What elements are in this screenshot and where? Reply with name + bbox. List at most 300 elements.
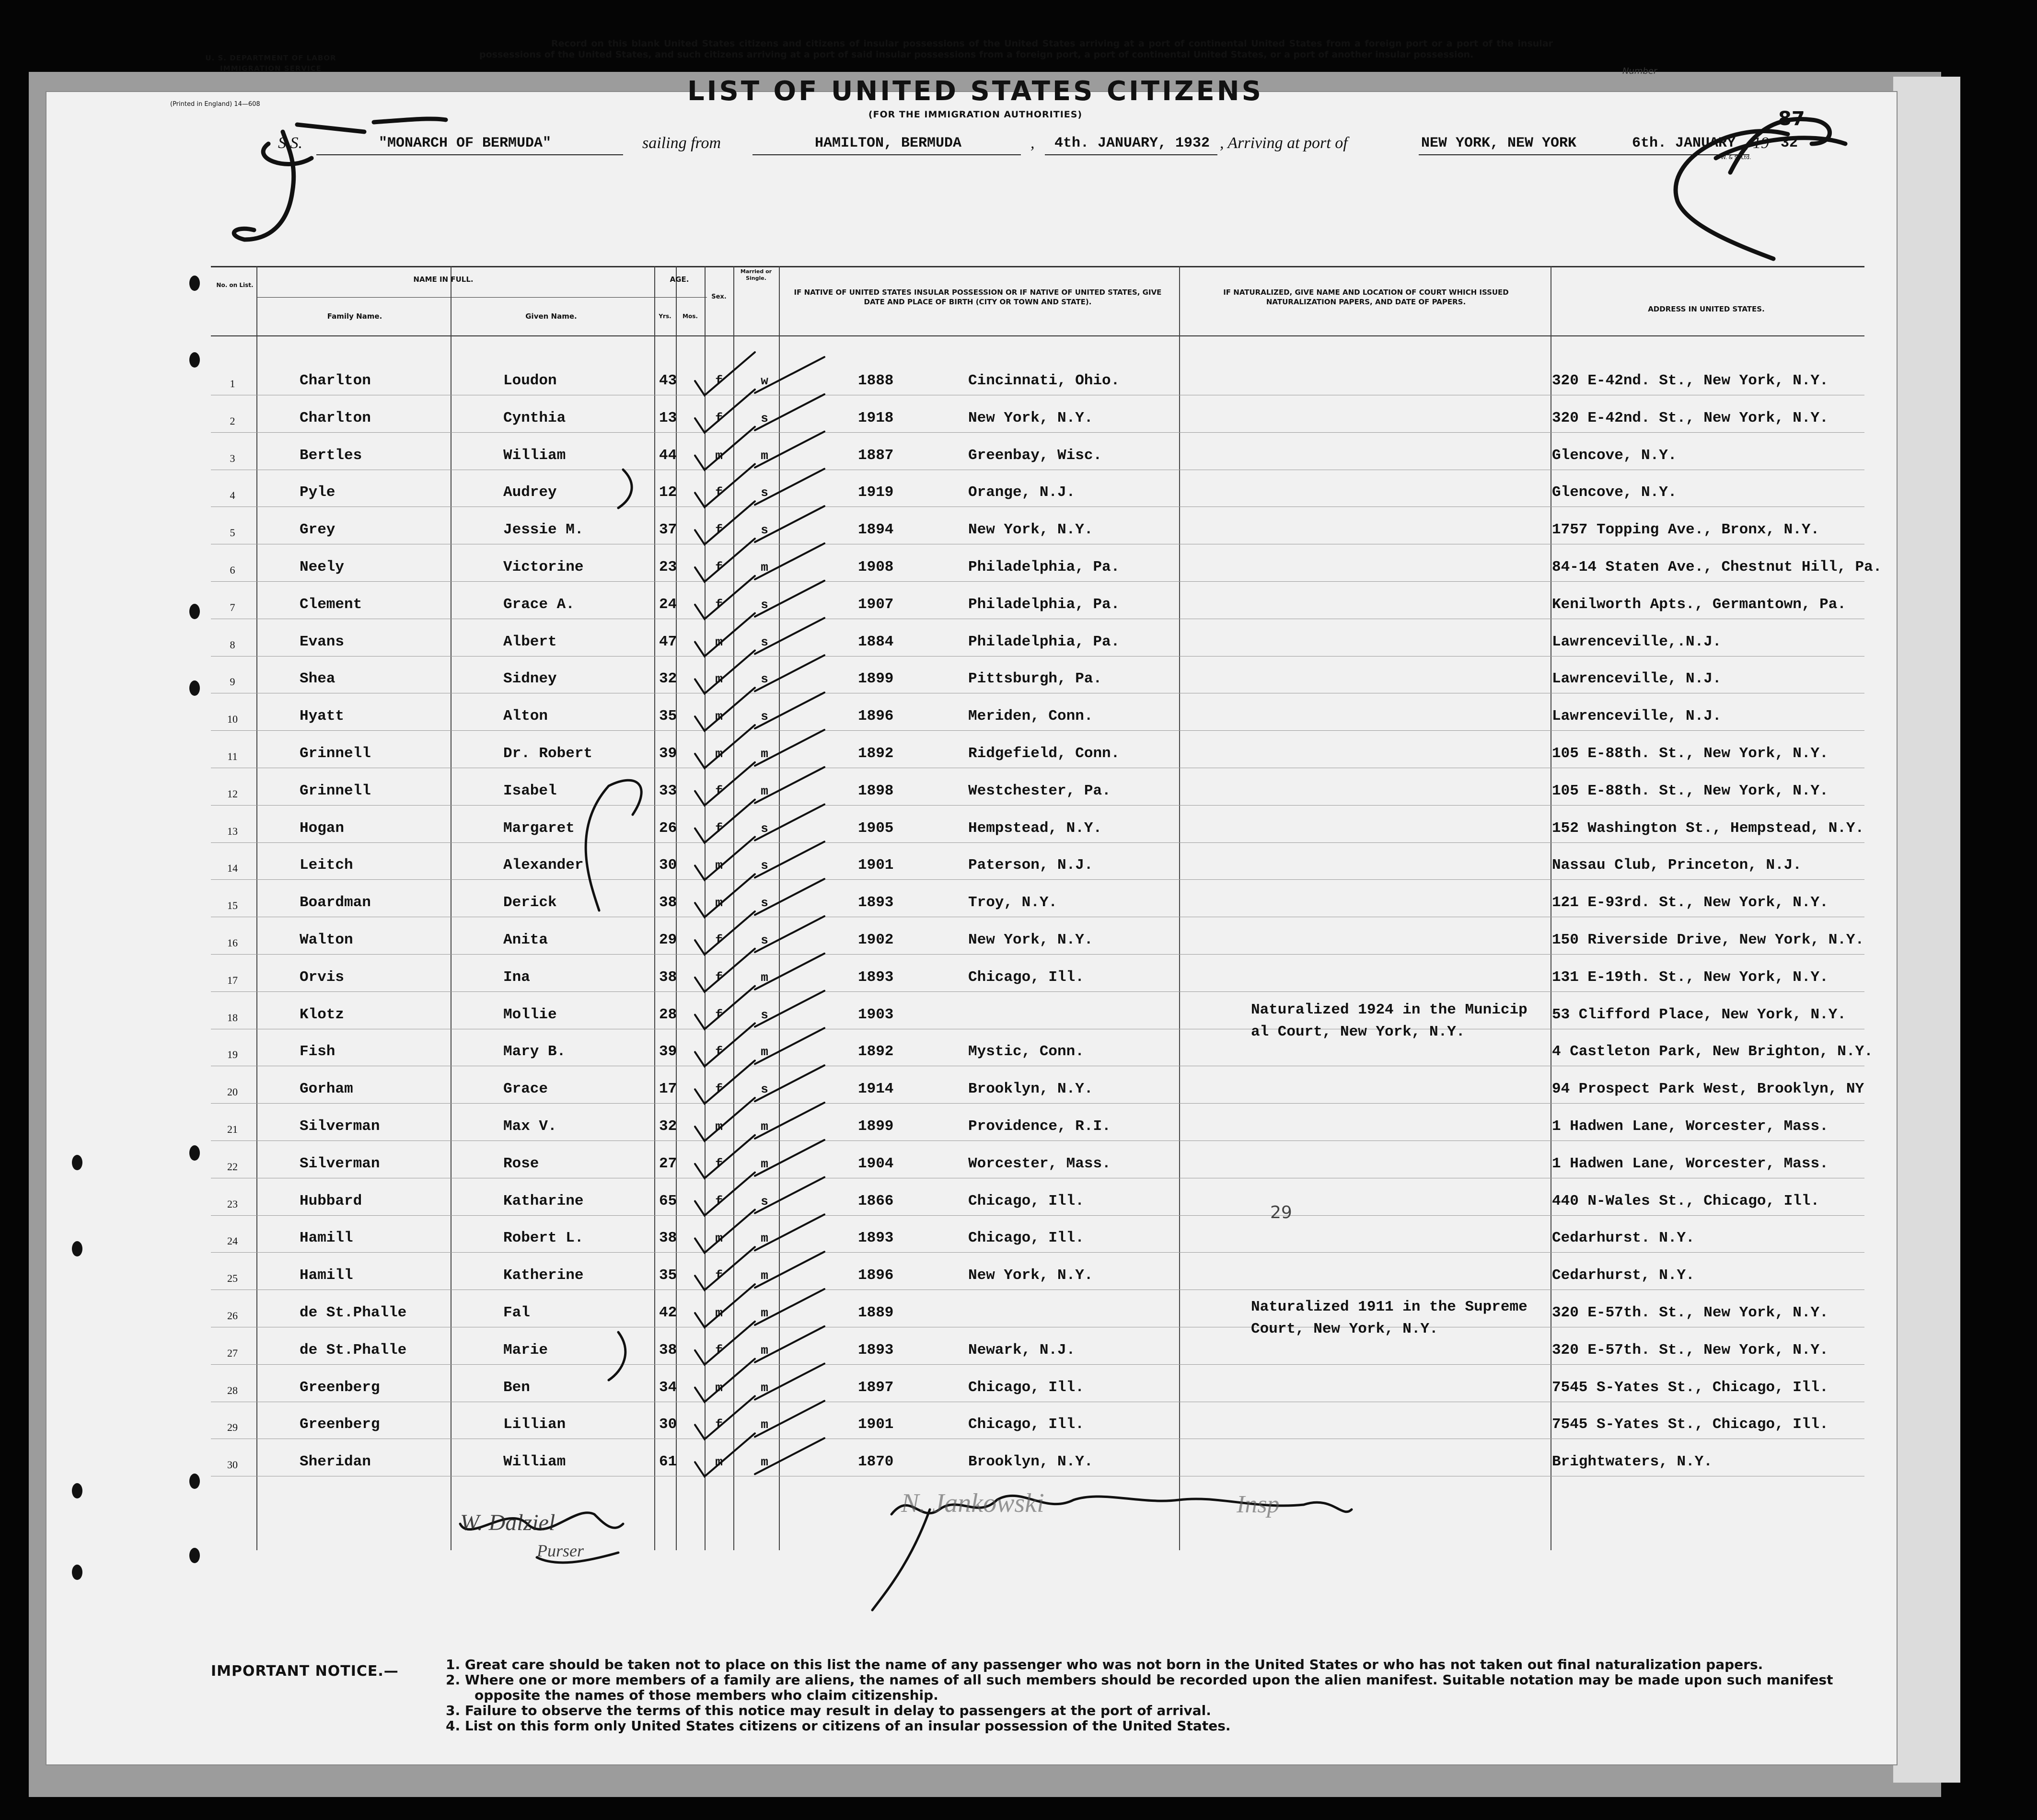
tick-slash	[755, 506, 824, 542]
bracket-mark	[618, 470, 632, 508]
given-name: Isabel	[503, 782, 557, 799]
punch-hole	[189, 1548, 200, 1563]
row-number: 4	[230, 489, 235, 502]
family-name: Gorham	[300, 1081, 353, 1098]
age-years: 32	[659, 670, 677, 688]
sex: f	[715, 1156, 723, 1171]
age-years: 38	[659, 894, 677, 911]
tick-slash	[755, 618, 824, 654]
age-years: 29	[659, 932, 677, 948]
inspector-title-text: Insp	[1237, 1491, 1280, 1518]
tick-slash	[755, 1214, 824, 1250]
us-address: 53 Clifford Place, New York, N.Y.	[1552, 1006, 1846, 1023]
tick-slash	[755, 1103, 824, 1139]
given-name: Jessie M.	[503, 521, 584, 539]
us-address: 105 E-88th. St., New York, N.Y.	[1552, 745, 1829, 762]
row-number: 11	[227, 750, 238, 762]
family-name: Charlton	[300, 372, 371, 389]
birth-year: 1884	[858, 633, 894, 650]
birth-year: 1914	[858, 1081, 894, 1098]
marital-status: m	[761, 1417, 768, 1432]
us-address: 320 E-42nd. St., New York, N.Y.	[1552, 409, 1829, 426]
marital-status: s	[761, 634, 768, 649]
col-mos-header: Mos.	[683, 313, 698, 320]
family-name: Shea	[300, 670, 336, 688]
marital-status: m	[761, 1156, 768, 1171]
given-name: Marie	[503, 1341, 548, 1359]
age-years: 24	[659, 596, 677, 613]
birth-place: Chicago, Ill.	[968, 1192, 1084, 1209]
given-name: Dr. Robert	[503, 745, 593, 762]
birth-place: Paterson, N.J.	[968, 857, 1093, 874]
sex: m	[715, 1231, 723, 1246]
col-age-header: AGE.	[670, 275, 689, 284]
marital-status: m	[761, 970, 768, 985]
birth-place: New York, N.Y.	[968, 521, 1093, 539]
sex: m	[715, 1455, 723, 1470]
family-name: Hogan	[300, 819, 345, 837]
row-number: 23	[227, 1198, 238, 1210]
age-years: 37	[659, 521, 677, 539]
birth-year: 1901	[858, 857, 894, 874]
sex: f	[715, 1194, 723, 1209]
marital-status: s	[761, 896, 768, 910]
number-label: Number	[1622, 66, 1657, 76]
birth-place: Brooklyn, N.Y.	[968, 1081, 1093, 1098]
punch-hole	[189, 680, 200, 696]
age-years: 35	[659, 708, 677, 725]
col-given-header: Given Name.	[525, 312, 577, 321]
sex: m	[715, 1119, 723, 1134]
age-years: 61	[659, 1453, 677, 1471]
family-name: Leitch	[300, 857, 353, 874]
row-number: 19	[227, 1048, 238, 1061]
family-name: Greenberg	[300, 1379, 380, 1396]
col-family-header: Family Name.	[327, 312, 382, 321]
bracket-mark	[586, 780, 641, 910]
birth-place: Orange, N.J.	[968, 484, 1076, 501]
age-years: 35	[659, 1267, 677, 1284]
notice-item: 4. List on this form only United States citizens or citizens of an insular possession of the United States.	[446, 1718, 1231, 1734]
naturalization-note-line: Naturalized 1924 in the Municip	[1251, 1002, 1528, 1018]
given-name: Mollie	[503, 1006, 557, 1023]
marital-status: m	[761, 1119, 768, 1134]
birth-year: 1908	[858, 559, 894, 576]
family-name: Klotz	[300, 1006, 345, 1023]
birth-year: 1897	[858, 1379, 894, 1396]
marital-status: m	[761, 1045, 768, 1060]
given-name: William	[503, 1453, 566, 1471]
age-years: 26	[659, 819, 677, 837]
age-years: 17	[659, 1081, 677, 1098]
given-name: Max V.	[503, 1118, 557, 1135]
age-years: 34	[659, 1379, 677, 1396]
row-number: 30	[227, 1459, 238, 1471]
family-name: Silverman	[300, 1155, 380, 1172]
sex: f	[715, 374, 723, 388]
us-address: 131 E-19th. St., New York, N.Y.	[1552, 968, 1829, 986]
birth-place: Ridgefield, Conn.	[968, 745, 1120, 762]
age-years: 13	[659, 409, 677, 426]
tick-slash	[755, 1140, 824, 1176]
bracket-mark	[609, 1332, 625, 1380]
birth-year: 1899	[858, 1118, 894, 1135]
family-name: Silverman	[300, 1118, 380, 1135]
tick-slash	[755, 394, 824, 430]
birth-place: Hempstead, N.Y.	[968, 819, 1102, 837]
row-number: 24	[227, 1235, 238, 1247]
given-name: Audrey	[503, 484, 557, 501]
family-name: Orvis	[300, 968, 345, 986]
sex: f	[715, 1268, 723, 1283]
given-name: Robert L.	[503, 1230, 584, 1247]
marital-status: s	[761, 485, 768, 500]
us-address: Lawrenceville, N.J.	[1552, 670, 1722, 688]
sex: m	[715, 747, 723, 761]
birth-place: Worcester, Mass.	[968, 1155, 1111, 1172]
given-name: Fal	[503, 1304, 530, 1321]
sex: f	[715, 933, 723, 947]
col-married-header: Married or Single.	[740, 268, 772, 281]
us-address: 320 E-57th. St., New York, N.Y.	[1552, 1304, 1829, 1321]
sex: f	[715, 1045, 723, 1060]
birth-place: Pittsburgh, Pa.	[968, 670, 1102, 688]
row-number: 6	[230, 564, 235, 576]
birth-year: 1918	[858, 409, 894, 426]
list-number-tail	[1716, 138, 1845, 158]
tick-slash	[755, 1028, 824, 1064]
tick-slash	[755, 692, 824, 728]
birth-place: Chicago, Ill.	[968, 1416, 1084, 1433]
age-years: 27	[659, 1155, 677, 1172]
given-name: Mary B.	[503, 1043, 566, 1060]
birth-place: Meriden, Conn.	[968, 708, 1093, 725]
given-name: Katharine	[503, 1192, 584, 1209]
department-name: U. S. DEPARTMENT OF LABOR	[205, 54, 336, 62]
sex: m	[715, 634, 723, 649]
age-years: 42	[659, 1304, 677, 1321]
birth-place: Greenbay, Wisc.	[968, 447, 1102, 464]
sex: f	[715, 1082, 723, 1097]
row-number: 14	[227, 862, 238, 875]
birth-place: New York, N.Y.	[968, 409, 1093, 426]
marital-status: m	[761, 1306, 768, 1320]
age-years: 38	[659, 1341, 677, 1359]
us-address: 320 E-57th. St., New York, N.Y.	[1552, 1341, 1829, 1359]
tick-slash	[755, 357, 824, 393]
row-number: 25	[227, 1272, 238, 1285]
row-number: 2	[230, 415, 235, 427]
age-years: 32	[659, 1118, 677, 1135]
birth-year: 1903	[858, 1006, 894, 1023]
family-name: Hubbard	[300, 1192, 362, 1209]
birth-year: 1902	[858, 932, 894, 948]
birth-year: 1892	[858, 745, 894, 762]
given-name: Grace A.	[503, 596, 575, 613]
purser-title-text: Purser	[537, 1541, 584, 1560]
tick-slash	[755, 805, 824, 841]
family-name: Neely	[300, 559, 345, 576]
birth-year: 1898	[858, 782, 894, 799]
marital-status: m	[761, 1380, 768, 1395]
family-name: Boardman	[300, 894, 371, 911]
tick-slash	[755, 432, 824, 468]
row-number: 29	[227, 1421, 238, 1434]
punch-hole	[72, 1241, 82, 1256]
birth-place: Chicago, Ill.	[968, 1230, 1084, 1247]
birth-year: 1893	[858, 1341, 894, 1359]
age-years: 39	[659, 1043, 677, 1060]
col-naturalized-header: IF NATURALIZED, GIVE NAME AND LOCATION OF COURT WHICH ISSUED NATURALIZATION PAPERS, AND DATE OF PAPERS.	[1223, 288, 1509, 306]
family-name: Hyatt	[300, 708, 345, 725]
row-number: 18	[227, 1011, 238, 1024]
age-years: 47	[659, 633, 677, 650]
us-address: 1 Hadwen Lane, Worcester, Mass.	[1552, 1118, 1829, 1135]
us-address: 84-14 Staten Ave., Chestnut Hill, Pa.	[1552, 559, 1882, 576]
sex: m	[715, 709, 723, 724]
birth-year: 1907	[858, 596, 894, 613]
birth-year: 1870	[858, 1453, 894, 1471]
birth-year: 1905	[858, 819, 894, 837]
age-years: 38	[659, 1230, 677, 1247]
given-name: Victorine	[503, 559, 584, 576]
punch-hole	[189, 276, 200, 291]
age-years: 38	[659, 968, 677, 986]
row-number: 12	[227, 787, 238, 800]
age-years: 65	[659, 1192, 677, 1209]
tick-slash	[755, 730, 824, 766]
marital-status: s	[761, 821, 768, 836]
tick-slash	[755, 841, 824, 877]
birth-year: 1896	[858, 708, 894, 725]
list-number-5-left	[234, 125, 364, 240]
arrival-year: 32	[1781, 135, 1798, 151]
family-name: Walton	[300, 932, 353, 948]
notice-item: 3. Failure to observe the terms of this notice may result in delay to passengers at the port of arrival.	[446, 1703, 1211, 1718]
marital-status: s	[761, 411, 768, 426]
arrival-date: 6th. JANUARY	[1632, 135, 1736, 151]
us-address: Nassau Club, Princeton, N.J.	[1552, 857, 1802, 874]
purser-signature-text: W. Dalziel	[460, 1510, 556, 1535]
age-years: 39	[659, 745, 677, 762]
given-name: Ina	[503, 968, 530, 986]
us-address: Glencove, N.Y.	[1552, 447, 1677, 464]
row-number: 27	[227, 1347, 238, 1359]
col-birth-header: IF NATIVE OF UNITED STATES INSULAR POSSESSION OR IF NATIVE OF UNITED STATES, GIVE DATE AND PLACE OF BIRTH (CITY OR TOWN AND STATE).	[794, 288, 1162, 306]
birth-year: 1892	[858, 1043, 894, 1060]
marital-status: s	[761, 1007, 768, 1022]
family-name: Sheridan	[300, 1453, 371, 1471]
tick-slash	[755, 469, 824, 505]
marital-status: m	[761, 747, 768, 761]
col-yrs-header: Yrs.	[659, 313, 671, 320]
sex: f	[715, 970, 723, 985]
birth-place: Brooklyn, N.Y.	[968, 1453, 1093, 1471]
col-no-header: No. on List.	[216, 282, 254, 288]
sex: f	[715, 1417, 723, 1432]
age-years: 44	[659, 447, 677, 464]
record-instructions: Record on this blank United States citizens and citizens of insular possessions of the United States arriving at a port of continental United States from a foreign port or a port of the insular possessions of the United States, and such citizens arriving at a port of said insular possessions from a foreign port, a port of continental United States, or a port of another insular possession.	[479, 38, 1553, 60]
tick-slash	[755, 1401, 824, 1437]
birth-year: 1889	[858, 1304, 894, 1321]
naturalization-note-line: al Court, New York, N.Y.	[1251, 1024, 1465, 1040]
arriving-label: , Arriving at port of	[1220, 134, 1348, 152]
sex: f	[715, 821, 723, 836]
family-name: Bertles	[300, 447, 362, 464]
us-address: 152 Washington St., Hempstead, N.Y.	[1552, 819, 1864, 837]
birth-year: 1919	[858, 484, 894, 501]
birth-place: Chicago, Ill.	[968, 968, 1084, 986]
col-address-header: ADDRESS IN UNITED STATES.	[1648, 305, 1765, 313]
sex: m	[715, 1380, 723, 1395]
list-number-stroke	[374, 119, 446, 122]
punch-hole	[189, 1474, 200, 1489]
family-name: de St.Phalle	[300, 1341, 407, 1359]
birth-place: New York, N.Y.	[968, 932, 1093, 948]
sex: f	[715, 485, 723, 500]
sex: m	[715, 896, 723, 910]
us-address: Kenilworth Apts., Germantown, Pa.	[1552, 596, 1846, 613]
row-number: 26	[227, 1310, 238, 1322]
tick-slash	[755, 1252, 824, 1288]
given-name: Katherine	[503, 1267, 584, 1284]
row-number: 28	[227, 1384, 238, 1396]
us-address: 150 Riverside Drive, New York, N.Y.	[1552, 932, 1864, 948]
row-number: 21	[227, 1123, 238, 1135]
birth-place: Cincinnati, Ohio.	[968, 372, 1120, 389]
row-number: 17	[227, 974, 238, 986]
sex: f	[715, 1343, 723, 1358]
given-name: William	[503, 447, 566, 464]
tick-slash	[755, 879, 824, 915]
col-name-header: NAME IN FULL.	[413, 275, 474, 284]
age-years: 30	[659, 857, 677, 874]
tick-slash	[755, 991, 824, 1027]
us-address: 1 Hadwen Lane, Worcester, Mass.	[1552, 1155, 1829, 1172]
marital-status: m	[761, 1455, 768, 1470]
birth-place: Westchester, Pa.	[968, 782, 1111, 799]
family-name: Greenberg	[300, 1416, 380, 1433]
sex: m	[715, 448, 723, 463]
marital-status: s	[761, 1082, 768, 1097]
family-name: Evans	[300, 633, 345, 650]
marital-status: s	[761, 672, 768, 687]
naturalization-note-line: Court, New York, N.Y.	[1251, 1321, 1438, 1337]
marital-status: m	[761, 560, 768, 575]
sex: f	[715, 523, 723, 538]
row-number: 3	[230, 452, 235, 464]
row-number: 5	[230, 527, 235, 539]
given-name: Albert	[503, 633, 557, 650]
tick-slash	[755, 1438, 824, 1474]
birth-place: Providence, R.I.	[968, 1118, 1111, 1135]
tick-slash	[755, 1177, 824, 1213]
marital-status: s	[761, 597, 768, 612]
family-name: Clement	[300, 596, 362, 613]
sex: m	[715, 1306, 723, 1320]
marital-status: s	[761, 1194, 768, 1209]
sex: f	[715, 597, 723, 612]
marital-status: s	[761, 858, 768, 873]
row-number: 9	[230, 676, 235, 688]
tick-slash	[755, 655, 824, 691]
age-years: 23	[659, 559, 677, 576]
printed-note: (Printed in England) 14—608	[170, 101, 260, 108]
us-address: Brightwaters, N.Y.	[1552, 1453, 1713, 1471]
punch-hole	[189, 352, 200, 368]
marital-status: m	[761, 1231, 768, 1246]
row-number: 10	[227, 713, 238, 726]
arrival-year-prefix: , 19	[1745, 134, 1769, 152]
departure-comma: ,	[1030, 134, 1035, 152]
row-number: 22	[227, 1160, 238, 1173]
notice-item: 1. Great care should be taken not to place on this list the name of any passenger who was not born in the United States or who has not taken out final naturalization papers.	[446, 1657, 1763, 1672]
marital-status: m	[761, 448, 768, 463]
punch-hole	[72, 1565, 82, 1580]
sailing-from-label: sailing from	[642, 134, 721, 152]
check-marks	[695, 352, 824, 1476]
row-number: 7	[230, 601, 235, 613]
given-name: Ben	[503, 1379, 530, 1396]
birth-year: 1887	[858, 447, 894, 464]
us-address: Lawrenceville,.N.J.	[1552, 633, 1722, 650]
us-address: 320 E-42nd. St., New York, N.Y.	[1552, 372, 1829, 389]
us-address: Lawrenceville, N.J.	[1552, 708, 1722, 725]
family-name: Hamill	[300, 1230, 353, 1247]
col-sex-header: Sex.	[711, 293, 727, 300]
us-address: 94 Prospect Park West, Brooklyn, NY	[1552, 1081, 1864, 1098]
given-name: Lillian	[503, 1416, 566, 1433]
us-address: 121 E-93rd. St., New York, N.Y.	[1552, 894, 1829, 911]
given-name: Rose	[503, 1155, 539, 1172]
us-address: Glencove, N.Y.	[1552, 484, 1677, 501]
departure-date: 4th. JANUARY, 1932	[1054, 135, 1210, 151]
age-years: 28	[659, 1006, 677, 1023]
punch-hole	[189, 1145, 200, 1161]
punch-hole	[72, 1155, 82, 1170]
printer-mark: W. & S. Ltd.	[1721, 154, 1751, 161]
row-number: 1	[230, 378, 235, 390]
birth-place: Philadelphia, Pa.	[968, 559, 1120, 576]
punch-hole	[189, 604, 200, 619]
birth-place: Newark, N.J.	[968, 1341, 1076, 1359]
check-mark	[695, 352, 755, 395]
ss-label: S.S.	[278, 134, 302, 152]
arrival-port: NEW YORK, NEW YORK	[1421, 135, 1577, 151]
tick-slash	[755, 1065, 824, 1101]
marital-status: s	[761, 709, 768, 724]
tick-slash	[755, 581, 824, 617]
given-name: Grace	[503, 1081, 548, 1098]
marital-status: s	[761, 523, 768, 538]
sex: f	[715, 411, 723, 426]
birth-year: 1904	[858, 1155, 894, 1172]
row-number: 8	[230, 638, 235, 651]
marital-status: m	[761, 783, 768, 798]
row-number: 13	[227, 825, 238, 837]
marital-status: w	[761, 374, 768, 388]
tick-slash	[755, 954, 824, 990]
page-number: 87	[1778, 108, 1805, 130]
given-name: Sidney	[503, 670, 557, 688]
given-name: Alton	[503, 708, 548, 725]
marital-status: m	[761, 1343, 768, 1358]
page-title: LIST OF UNITED STATES CITIZENS	[687, 76, 1263, 107]
row-number: 15	[227, 899, 238, 912]
us-address: 105 E-88th. St., New York, N.Y.	[1552, 782, 1829, 799]
given-name: Alexander	[503, 857, 584, 874]
family-name: Grey	[300, 521, 336, 539]
